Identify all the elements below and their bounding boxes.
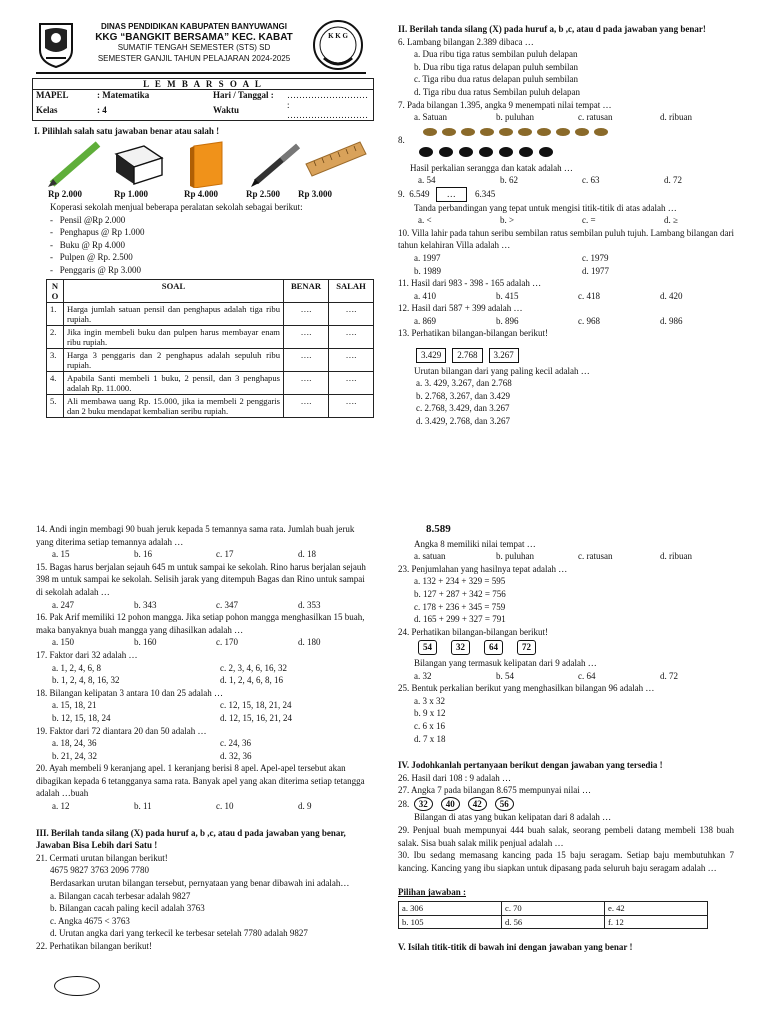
- option[interactable]: d. 72: [664, 175, 682, 186]
- option[interactable]: d. 986: [660, 315, 683, 326]
- question-10: 10. Villa lahir pada tahun seribu sembilan ratus sembilan puluh tujuh. Lambang bilangan dari tahun kelahiran Villa adalah … a. 1997 c. 1979 b. 1989 d. 1977: [398, 227, 734, 277]
- option[interactable]: c. 24, 36: [220, 738, 251, 749]
- option[interactable]: a. Satuan: [414, 112, 447, 123]
- row-soal: Ali membawa uang Rp. 15.000, jika ia membeli 2 penggaris dan 2 buku mendapat kembalian seribu rupiah.: [64, 395, 284, 418]
- option[interactable]: d. ≥: [664, 215, 678, 226]
- option[interactable]: b. 2.768, 3.267, dan 3.429: [416, 390, 510, 401]
- question-14: 14. Andi ingin membagi 90 buah jeruk kepada 5 temannya sama rata. Jumlah buah jeruk yang diterima setiap temannya adalah … a. 15 b. 16 c. 17 d. 18: [36, 523, 372, 561]
- number-circle: 56: [495, 797, 514, 812]
- option[interactable]: a. 150: [52, 637, 74, 648]
- header-dept: DINAS PENDIDIKAN KABUPATEN BANYUWANGI: [101, 22, 287, 31]
- option[interactable]: d. 12, 15, 16, 21, 24: [220, 712, 292, 723]
- option[interactable]: b. 896: [496, 315, 519, 326]
- col-salah: SALAH: [329, 280, 374, 303]
- benar-blank[interactable]: ….: [284, 349, 329, 372]
- option[interactable]: a. 1, 2, 4, 6, 8: [52, 662, 101, 673]
- col-soal: SOAL: [64, 280, 284, 303]
- option[interactable]: c. 1979: [582, 252, 609, 263]
- question-12: 12. Hasil dari 587 + 399 adalah … a. 869 b. 896 c. 968 d. 986: [398, 302, 734, 327]
- row-no: 5.: [47, 395, 64, 418]
- table-row: [47, 303, 374, 326]
- right-logo-text: K K G: [328, 32, 348, 40]
- question-24: 24. Perhatikan bilangan-bilangan berikut! 54 32 64 72 Bilangan yang termasuk kelipatan dari 9 adalah … a. 32 b. 54 c. 64 d. 72: [398, 626, 734, 682]
- row-soal: Harga 3 penggaris dan 2 penghapus adalah sepuluh ribu rupiah.: [64, 349, 284, 372]
- number-box: 32: [451, 640, 470, 655]
- option[interactable]: c. 10: [216, 801, 234, 812]
- question-22b: Angka 8 memiliki nilai tempat … a. satuan b. puluhan c. ratusan d. ribuan: [398, 538, 734, 563]
- hari-label: Hari / Tanggal :: [213, 90, 274, 100]
- option[interactable]: b. >: [500, 215, 515, 226]
- question-8-text: Hasil perkalian serangga dan katak adalah …: [410, 162, 573, 173]
- option[interactable]: d. 1, 2, 4, 6, 8, 16: [220, 675, 283, 686]
- benar-blank[interactable]: ….: [284, 372, 329, 395]
- row-soal: Apabila Santi membeli 1 buku, 2 pensil, dan 3 penghapus adalah Rp. 11.000.: [64, 372, 284, 395]
- row-no: 1.: [47, 303, 64, 326]
- option[interactable]: a. 18, 24, 36: [52, 738, 97, 749]
- option[interactable]: c. ratusan: [578, 551, 613, 562]
- row-no: 3.: [47, 349, 64, 372]
- question-29: 29. Penjual buah mempunyai 444 buah salak, seorang pembeli datang membeli 138 buah salak. Sisa buah salak milik penjual adalah …: [398, 825, 734, 848]
- question-28-text: Bilangan di atas yang bukan kelipatan dari 8 adalah …: [414, 812, 612, 823]
- option[interactable]: a. Bilangan cacah terbesar adalah 9827: [50, 890, 191, 901]
- item-list-entry: - Buku @ Rp 4.000: [50, 239, 126, 250]
- stationery-illustration: [44, 140, 368, 188]
- item-list-entry: - Penggaris @ Rp 3.000: [50, 264, 142, 275]
- option[interactable]: b. 415: [496, 290, 519, 301]
- salah-blank[interactable]: ….: [329, 372, 374, 395]
- option[interactable]: c. 12, 15, 18, 21, 24: [220, 700, 292, 711]
- question-27: 27. Angka 7 pada bilangan 8.675 mempunyai nilai …: [398, 785, 591, 796]
- question-6: 6. Lambang bilangan 2.389 dibaca … a. Dua ribu tiga ratus sembilan puluh delapan b. Dua ribu tiga ratus delapan puluh sembilan c. Tiga ribu dua ratus delapan puluh sembilan d. Tiga ribu dua ratus Sembilan puluh delapan: [398, 36, 734, 99]
- answer-choice: c. 70: [502, 902, 605, 916]
- table-row: [47, 326, 374, 349]
- option[interactable]: c. 2, 3, 4, 6, 16, 32: [220, 662, 287, 673]
- option[interactable]: c. Tiga ribu dua ratus delapan puluh sembilan: [414, 74, 578, 85]
- mapel-label: MAPEL: [36, 90, 69, 100]
- option[interactable]: a. satuan: [414, 551, 446, 562]
- option[interactable]: b. 12, 15, 18, 24: [52, 712, 111, 723]
- ruler-icon: [306, 142, 366, 176]
- option[interactable]: b. 16: [134, 549, 152, 560]
- price-pencil: Rp 2.000: [48, 189, 83, 199]
- option[interactable]: b. 9 x 12: [414, 708, 446, 719]
- header-rule: [36, 72, 366, 74]
- option[interactable]: d. 32, 36: [220, 750, 252, 761]
- item-list-entry: - Pensil @Rp 2.000: [50, 214, 126, 225]
- pen-icon: [251, 146, 298, 187]
- kelas-value: : 4: [97, 105, 107, 115]
- number-box: 64: [484, 640, 503, 655]
- question-16: 16. Pak Arif memiliki 12 pohon mangga. Jika setiap pohon mangga menghasilkan 15 buah, maka banyaknya buah mangga yang dihasilkan adalah … a. 150 b. 160 c. 170 d. 180: [36, 611, 372, 649]
- salah-blank[interactable]: ….: [329, 326, 374, 349]
- question-7: 7. Pada bilangan 1.395, angka 9 menempati nilai tempat … a. Satuan b. puluhan c. ratusan d. ribuan: [398, 99, 734, 124]
- benar-salah-table: [46, 279, 374, 418]
- section3-title: III. Berilah tanda silang (X) pada huruf a, b ,c, atau d pada jawaban yang benar, Jawaban Bisa Lebih dari Satu !: [36, 827, 346, 851]
- kelas-label: Kelas: [36, 105, 58, 115]
- eraser-icon: [116, 146, 162, 184]
- mapel-value: : Matematika: [97, 90, 150, 100]
- option[interactable]: b. Bilangan cacah paling kecil adalah 3763: [50, 903, 205, 914]
- answer-choice: a. 306: [399, 902, 502, 916]
- section5-title: V. Isilah titik-titik di bawah ini dengan jawaban yang benar !: [398, 942, 633, 953]
- question-17: 17. Faktor dari 32 adalah … a. 1, 2, 4, 6, 8 c. 2, 3, 4, 6, 16, 32 b. 1, 2, 4, 8, 16, 32 d. 1, 2, 4, 6, 8, 16: [36, 649, 372, 687]
- comparison-blank[interactable]: …: [436, 187, 467, 202]
- option[interactable]: d. 18: [298, 549, 316, 560]
- number-box: 2.768: [452, 348, 482, 363]
- option[interactable]: d. 353: [298, 599, 321, 610]
- number-box: 3.429: [416, 348, 446, 363]
- answer-choice: f. 12: [605, 915, 708, 929]
- option[interactable]: c. ratusan: [578, 112, 613, 123]
- option[interactable]: b. 127 + 287 + 342 = 756: [414, 588, 506, 599]
- option[interactable]: a. 3 x 32: [414, 695, 445, 706]
- option[interactable]: d. ribuan: [660, 112, 692, 123]
- option[interactable]: a. Dua ribu tiga ratus sembilan puluh delapan: [414, 49, 578, 60]
- salah-blank[interactable]: ….: [329, 303, 374, 326]
- option[interactable]: b. 343: [134, 599, 157, 610]
- table-row: [399, 902, 708, 916]
- option[interactable]: c. 178 + 236 + 345 = 759: [414, 601, 506, 612]
- option[interactable]: a. 410: [414, 290, 436, 301]
- pilihan-title: Pilihan jawaban :: [398, 887, 467, 898]
- question-8: 8.: [398, 124, 734, 162]
- section2-title: II. Berilah tanda silang (X) pada huruf a, b ,c, atau d pada jawaban yang benar!: [398, 24, 706, 34]
- question-9: 9. 6.549 … 6.345: [398, 187, 734, 202]
- header-semester: SEMESTER GANJIL TAHUN PELAJARAN 2024-2025: [97, 53, 291, 63]
- item-list-entry: - Pulpen @ Rp. 2.500: [50, 252, 133, 263]
- number-circle: 42: [468, 797, 487, 812]
- option[interactable]: b. Dua ribu tiga ratus delapan puluh sembilan: [414, 61, 578, 72]
- question-18: 18. Bilangan kelipatan 3 antara 10 dan 25 adalah … a. 15, 18, 21 c. 12, 15, 18, 21, 24 b. 12, 15, 18, 24 d. 12, 15, 16, 21, 24: [36, 687, 372, 725]
- question-13: 13. Perhatikan bilangan-bilangan berikut! 3.429 2.768 3.267 Urutan bilangan dari yang paling kecil adalah … a. 3. 429, 3.267, dan 2.768 b. 2.768, 3.267, dan 3.429 c. 2.768, 3.429, dan 3.267 d. 3.429, 2.768, dan 3.267: [398, 327, 734, 427]
- question-21: 21. Cermati urutan bilangan berikut! 4675 9827 3763 2096 7780 Berdasarkan urutan bilangan tersebut, pernyataan yang benar dibawah ini adalah… a. Bilangan cacah terbesar adalah 9827 b. Bilangan cacah paling kecil adalah 3763 c. Angka 4675 < 3763 d. Urutan angka dari yang terkecil ke terbesar setelah 7780 adalah 9827: [36, 852, 372, 940]
- price-eraser: Rp 1.000: [114, 189, 149, 199]
- header-exam: SUMATIF TENGAH SEMESTER (STS) SD: [117, 43, 271, 52]
- answer-choice: d. 56: [502, 915, 605, 929]
- option[interactable]: a. 54: [418, 175, 436, 186]
- option[interactable]: d. Tiga ribu dua ratus Sembilan puluh delapan: [414, 86, 580, 97]
- book-icon: [190, 142, 222, 188]
- option[interactable]: a. 3. 429, 3.267, dan 2.768: [416, 378, 512, 389]
- option[interactable]: d. 7 x 18: [414, 733, 446, 744]
- answer-choice: b. 105: [399, 915, 502, 929]
- big-number: 8.589: [426, 523, 451, 535]
- number-box: 54: [418, 640, 437, 655]
- question-30: 30. Ibu sedang memasang kancing pada 15 baju seragam. Setiap baju membutuhkan 7 kancing. Kancing yang ibu siapkan untuk dipasang pada seluruh baju seragam adalah …: [398, 850, 734, 873]
- ellipse-shape: [54, 976, 100, 996]
- option[interactable]: b. 11: [134, 801, 152, 812]
- number-circle: 40: [441, 797, 460, 812]
- option[interactable]: b. 160: [134, 637, 157, 648]
- option[interactable]: c. 418: [578, 290, 600, 301]
- option[interactable]: c. =: [582, 215, 596, 226]
- col-no: N O: [47, 280, 64, 303]
- row-no: 4.: [47, 372, 64, 395]
- option[interactable]: d. 72: [660, 670, 678, 681]
- question-28: 28. 32 40 42 56: [398, 797, 734, 812]
- question-25: 25. Bentuk perkalian berikut yang menghasilkan bilangan 96 adalah … a. 3 x 32 b. 9 x 12 c. 6 x 16 d. 7 x 18: [398, 682, 734, 745]
- benar-blank[interactable]: ….: [284, 303, 329, 326]
- number-box: 3.267: [489, 348, 519, 363]
- row-no: 2.: [47, 326, 64, 349]
- option[interactable]: d. 3.429, 2.768, dan 3.267: [416, 416, 510, 427]
- right-logo: [312, 18, 364, 72]
- option[interactable]: b. 54: [496, 670, 514, 681]
- salah-blank[interactable]: ….: [329, 395, 374, 418]
- price-pen: Rp 2.500: [246, 189, 281, 199]
- option[interactable]: d. 9: [298, 801, 312, 812]
- option[interactable]: c. 170: [216, 637, 238, 648]
- question-22: 22. Perhatikan bilangan berikut!: [36, 941, 152, 951]
- option[interactable]: c. Angka 4675 < 3763: [50, 915, 130, 926]
- table-row: [399, 915, 708, 929]
- option[interactable]: d. 1977: [582, 265, 609, 276]
- option[interactable]: d. 420: [660, 290, 683, 301]
- option[interactable]: a. 1997: [414, 252, 441, 263]
- option[interactable]: a. 247: [52, 599, 74, 610]
- option[interactable]: a. 15, 18, 21: [52, 700, 97, 711]
- option[interactable]: a. 32: [414, 670, 432, 681]
- option[interactable]: c. 968: [578, 315, 600, 326]
- benar-blank[interactable]: ….: [284, 326, 329, 349]
- col-benar: BENAR: [284, 280, 329, 303]
- row-soal: Jika ingin membeli buku dan pulpen harus membayar enam ribu rupiah.: [64, 326, 284, 349]
- option[interactable]: b. 62: [500, 175, 518, 186]
- question-20: 20. Ayah membeli 9 keranjang apel. 1 keranjang berisi 8 apel. Apel-apel tersebut akan dibagikan kepada 6 tetangganya sama rata. Banyak apel yang akan diterima setiap tetangga adalah …buah a. 12 b. 11 c. 10 d. 9: [36, 762, 372, 812]
- table-row: [47, 395, 374, 418]
- pencil-icon: [48, 144, 98, 187]
- question-15: 15. Bagas harus berjalan sejauh 645 m untuk sampai ke sekolah. Rino harus berjalan sejauh 398 m untuk sampai ke sekolah. Selisih jarak yang ditempuh Bagas dan Rino untuk sampai di sekolah adalah … a. 247 b. 343 c. 347 d. 353: [36, 561, 372, 611]
- option[interactable]: a. 12: [52, 801, 70, 812]
- question-19: 19. Faktor dari 72 diantara 20 dan 50 adalah … a. 18, 24, 36 c. 24, 36 b. 21, 24, 32 d. 32, 36: [36, 725, 372, 763]
- waktu-label: Waktu: [213, 105, 240, 115]
- option[interactable]: c. 64: [578, 670, 596, 681]
- question-26: 26. Hasil dari 108 : 9 adalah …: [398, 772, 511, 783]
- price-ruler: Rp 3.000: [298, 189, 333, 199]
- question-11: 11. Hasil dari 983 - 398 - 165 adalah … a. 410 b. 415 c. 418 d. 420: [398, 277, 734, 302]
- option[interactable]: c. 347: [216, 599, 238, 610]
- option[interactable]: b. 21, 24, 32: [52, 750, 97, 761]
- number-circle: 32: [414, 797, 433, 812]
- question-23: 23. Penjumlahan yang hasilnya tepat adalah … a. 132 + 234 + 329 = 595 b. 127 + 287 + 342 = 756 c. 178 + 236 + 345 = 759 d. 165 + 299 + 327 = 791: [398, 563, 734, 626]
- option[interactable]: a. <: [418, 215, 432, 226]
- option[interactable]: d. 165 + 299 + 327 = 791: [414, 614, 506, 625]
- row-soal: Harga jumlah satuan pensil dan penghapus adalah tiga ribu rupiah.: [64, 303, 284, 326]
- lembar-title: L E M B A R S O A L: [33, 79, 373, 90]
- waktu-dots: : ………………………: [287, 100, 368, 120]
- option[interactable]: b. puluhan: [496, 112, 534, 123]
- section1-intro: Koperasi sekolah menjual beberapa peralatan sekolah sebagai berikut:: [50, 202, 303, 212]
- option[interactable]: d. 180: [298, 637, 321, 648]
- option[interactable]: a. 132 + 234 + 329 = 595: [414, 576, 506, 587]
- option[interactable]: b. 1989: [414, 265, 441, 276]
- table-row: [47, 349, 374, 372]
- section4-title: IV. Jodohkanlah pertanyaan berikut dengan jawaban yang tersedia !: [398, 760, 663, 771]
- answer-choice: e. 42: [605, 902, 708, 916]
- option[interactable]: b. puluhan: [496, 551, 534, 562]
- lembar-soal-box: [32, 78, 374, 121]
- salah-blank[interactable]: ….: [329, 349, 374, 372]
- option[interactable]: c. 17: [216, 549, 234, 560]
- option[interactable]: a. 15: [52, 549, 70, 560]
- insects-and-frogs-icon: [418, 124, 618, 162]
- option[interactable]: d. ribuan: [660, 551, 692, 562]
- header-kkg: KKG “BANGKIT BERSAMA” KEC. KABAT: [95, 31, 293, 43]
- benar-blank[interactable]: ….: [284, 395, 329, 418]
- option[interactable]: d. Urutan angka dari yang terkecil ke terbesar setelah 7780 adalah 9827: [50, 928, 308, 939]
- hari-dots: ………………………: [287, 90, 368, 100]
- item-list-entry: - Penghapus @ Rp 1.000: [50, 227, 145, 238]
- header-text: [80, 22, 308, 64]
- left-logo: [36, 20, 76, 68]
- answer-choices-table: [398, 901, 708, 929]
- price-book: Rp 4.000: [184, 189, 219, 199]
- option[interactable]: c. 63: [582, 175, 600, 186]
- option[interactable]: b. 1, 2, 4, 8, 16, 32: [52, 675, 120, 686]
- option[interactable]: a. 869: [414, 315, 436, 326]
- section1-title: I. Pilihlah salah satu jawaban benar atau salah !: [34, 126, 220, 136]
- number-box: 72: [517, 640, 536, 655]
- option[interactable]: c. 2.768, 3.429, dan 3.267: [416, 403, 510, 414]
- table-row: [47, 372, 374, 395]
- question-9-text: Tanda perbandingan yang tepat untuk mengisi titik-titik di atas adalah …: [414, 202, 677, 213]
- option[interactable]: c. 6 x 16: [414, 720, 445, 731]
